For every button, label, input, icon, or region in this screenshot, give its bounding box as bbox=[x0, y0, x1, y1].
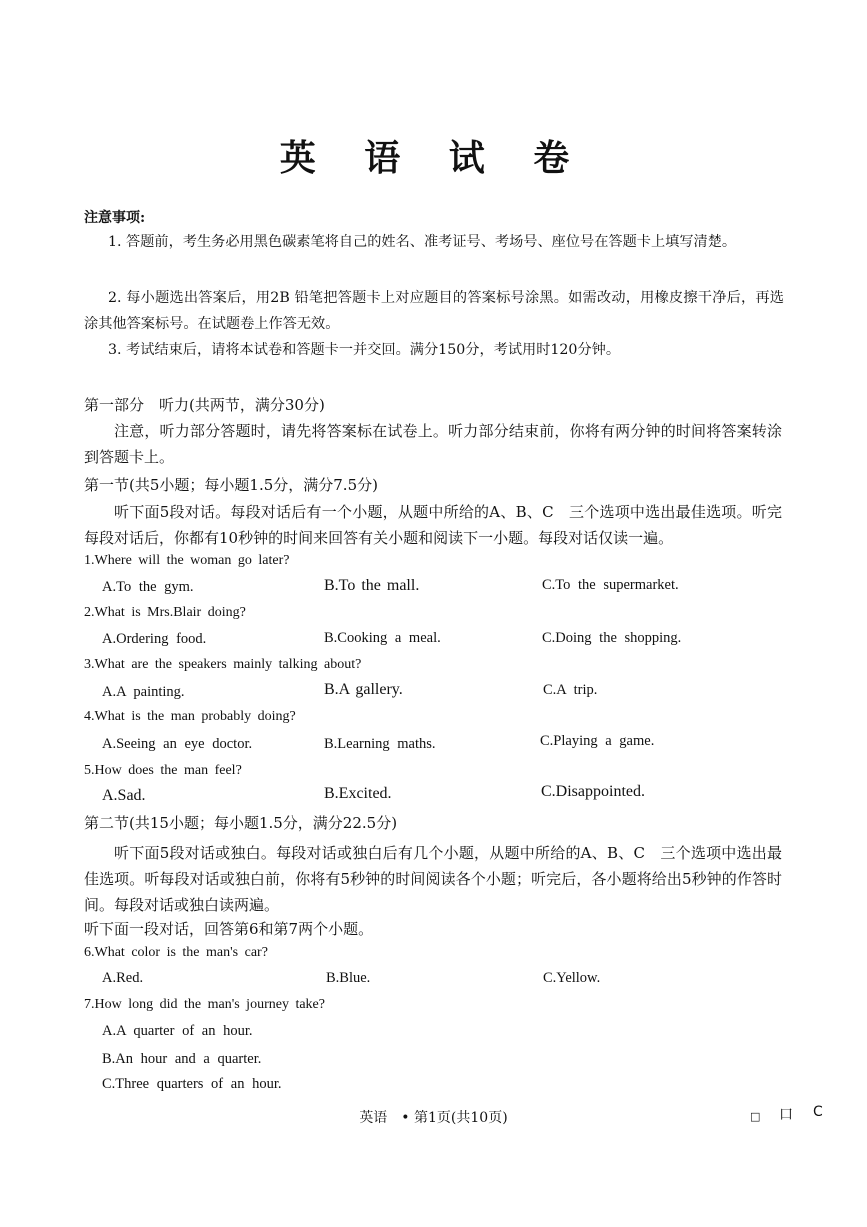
q2-option-a: A.Ordering food. bbox=[102, 631, 207, 647]
corner-mark-2: 口 bbox=[779, 1107, 793, 1123]
q1-option-a: A.To the gym. bbox=[102, 579, 194, 595]
question-1: 1.Where will the woman go later? bbox=[84, 553, 290, 568]
q5-option-b: B.Excited. bbox=[324, 785, 392, 802]
part1-heading: 第一部分 听力(共两节，满分30分) bbox=[84, 396, 325, 414]
q3-option-a: A.A painting. bbox=[102, 684, 185, 700]
question-7: 7.How long did the man's journey take? bbox=[84, 997, 325, 1012]
section1-instructions: 听下面5段对话。每段对话后有一个小题，从题中所给的A、B、C 三个选项中选出最佳选项。听完每段对话后，你都有10秒钟的时间来回答有关小题和阅读下一小题。每段对话仅读一遍。 bbox=[84, 503, 782, 547]
section2-sub-instruction: 听下面一段对话，回答第6和第7两个小题。 bbox=[84, 920, 374, 938]
corner-mark-1: □ bbox=[750, 1110, 761, 1123]
q4-option-c: C.Playing a game. bbox=[540, 733, 655, 749]
q3-option-c: C.A trip. bbox=[543, 682, 598, 698]
question-4: 4.What is the man probably doing? bbox=[84, 709, 296, 724]
section1-heading: 第一节(共5小题；每小题1.5分，满分7.5分) bbox=[84, 476, 378, 494]
question-2: 2.What is Mrs.Blair doing? bbox=[84, 605, 246, 620]
q1-option-b: B.To the mall. bbox=[324, 577, 420, 594]
q7-option-b: B.An hour and a quarter. bbox=[102, 1051, 262, 1067]
corner-mark-3: C bbox=[813, 1104, 823, 1120]
q3-option-b: B.A gallery. bbox=[324, 681, 403, 698]
section2-heading: 第二节(共15小题；每小题1.5分，满分22.5分) bbox=[84, 814, 398, 832]
q7-option-a: A.A quarter of an hour. bbox=[102, 1023, 253, 1039]
q5-option-a: A.Sad. bbox=[102, 787, 146, 804]
notice-heading: 注意事项: bbox=[84, 210, 146, 226]
section2-instructions: 听下面5段对话或独白。每段对话或独白后有几个小题，从题中所给的A、B、C 三个选项中选出最佳选项。听每段对话或独白前，你将有5秒钟的时间阅读各个小题；听完后，各小题将给出5秒钟的作答时间。每段对话或独白读两遍。 bbox=[84, 844, 782, 914]
q4-option-b: B.Learning maths. bbox=[324, 736, 436, 752]
page-title: 英 语 试 卷 bbox=[279, 137, 588, 179]
question-6: 6.What color is the man's car? bbox=[84, 945, 268, 960]
notice-item-2: 2. 每小题选出答案后，用2B 铅笔把答题卡上对应题目的答案标号涂黑。如需改动，用橡皮擦干净后，再选涂其他答案标号。在试题卷上作答无效。 bbox=[84, 290, 784, 332]
question-3: 3.What are the speakers mainly talking about? bbox=[84, 657, 362, 672]
q5-option-c: C.Disappointed. bbox=[541, 783, 645, 800]
q4-option-a: A.Seeing an eye doctor. bbox=[102, 736, 253, 752]
q2-option-c: C.Doing the shopping. bbox=[542, 630, 682, 646]
notice-item-3: 3. 考试结束后，请将本试卷和答题卡一并交回。满分150分，考试用时120分钟。 bbox=[108, 342, 621, 358]
q6-option-a: A.Red. bbox=[102, 970, 144, 986]
page-footer: 英语 • 第1页(共10页) bbox=[359, 1110, 508, 1126]
q6-option-b: B.Blue. bbox=[326, 970, 371, 986]
q7-option-c: C.Three quarters of an hour. bbox=[102, 1076, 282, 1092]
q2-option-b: B.Cooking a meal. bbox=[324, 630, 441, 646]
part1-note: 注意，听力部分答题时，请先将答案标在试卷上。听力部分结束前，你将有两分钟的时间将答案转涂到答题卡上。 bbox=[84, 422, 782, 466]
q6-option-c: C.Yellow. bbox=[543, 970, 601, 986]
notice-item-1: 1. 答题前，考生务必用黑色碳素笔将自己的姓名、准考证号、考场号、座位号在答题卡上填写清楚。 bbox=[108, 234, 737, 250]
question-5: 5.How does the man feel? bbox=[84, 763, 242, 778]
q1-option-c: C.To the supermarket. bbox=[542, 577, 679, 593]
